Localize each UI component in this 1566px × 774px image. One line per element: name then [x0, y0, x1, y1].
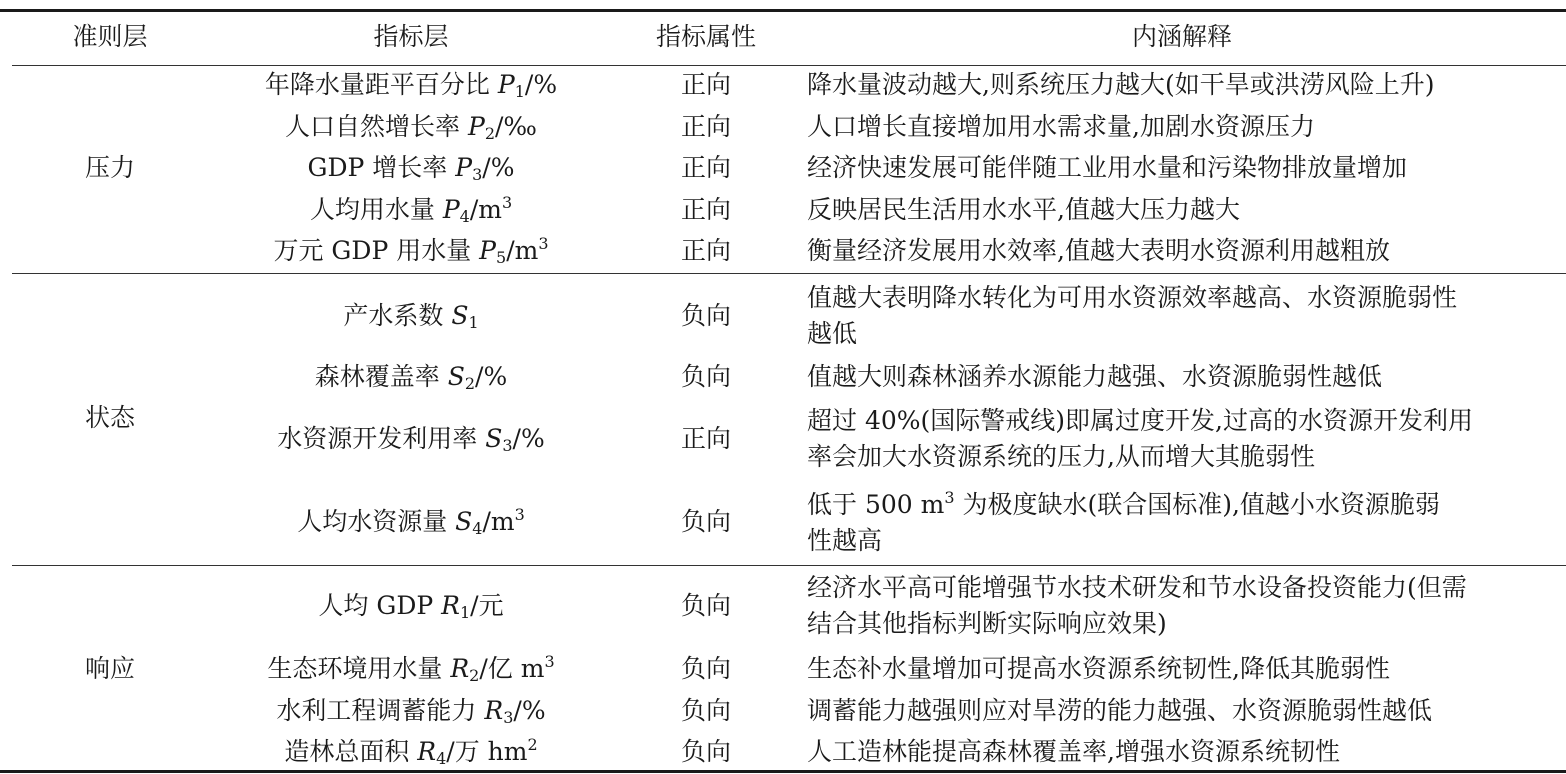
indicator-symbol: P: [455, 153, 473, 182]
indicator-symbol: R: [484, 696, 504, 725]
criteria-response: 响应: [84, 654, 136, 683]
explanation-r1-line1: 经济水平高可能增强节水技术研发和节水设备投资能力(但需: [807, 573, 1467, 602]
indicator-superscript: 3: [501, 193, 513, 212]
indicator-label: 生态环境用水量: [267, 654, 443, 683]
header-rule: [12, 65, 1566, 66]
explanation-r1-line2: 结合其他指标判断实际响应效果): [807, 609, 1167, 638]
header-criteria: 准则层: [72, 22, 148, 51]
explanation-p1: 降水量波动越大,则系统压力越大(如干旱或洪涝风险上升): [807, 70, 1435, 99]
attribute-r1: 负向: [680, 591, 732, 620]
indicator-unit: /%: [475, 362, 508, 391]
indicator-symbol: S: [455, 507, 473, 536]
explanation-p2: 人口增长直接增加用水需求量,加剧水资源压力: [807, 112, 1315, 141]
explanation-r2: 生态补水量增加可提高水资源系统韧性,降低其脆弱性: [807, 654, 1390, 683]
indicator-symbol: R: [450, 654, 470, 683]
indicator-label: 造林总面积: [284, 737, 410, 766]
explanation-s1-line2: 越低: [807, 319, 858, 348]
indicator-unit: /万 hm: [446, 737, 528, 766]
indicator-symbol: S: [485, 424, 503, 453]
indicator-unit: /%: [512, 424, 545, 453]
indicator-symbol: R: [417, 737, 437, 766]
indicator-s3: [277, 421, 544, 457]
indicator-subscript: 2: [469, 666, 480, 685]
indicator-symbol: P: [467, 112, 485, 141]
indicator-subscript: 2: [484, 124, 496, 143]
header-explanation: 内涵解释: [1131, 22, 1233, 51]
criteria-state: 状态: [84, 403, 136, 432]
indicator-subscript: 4: [472, 519, 483, 538]
group-rule: [12, 273, 1566, 274]
indicator-unit: /%: [513, 696, 546, 725]
explanation-r3: 调蓄能力越强则应对旱涝的能力越强、水资源脆弱性越低: [807, 696, 1433, 725]
indicator-symbol: P: [442, 195, 460, 224]
indicator-symbol: S: [447, 362, 465, 391]
explanation-p4: 反映居民生活用水水平,值越大压力越大: [807, 195, 1240, 224]
indicator-superscript: 2: [527, 735, 538, 754]
indicator-p3: [308, 150, 515, 186]
indicator-p4: [310, 192, 512, 228]
attribute-s4: 负向: [680, 507, 732, 536]
indicator-r4: [284, 734, 537, 770]
attribute-s3: 正向: [680, 424, 732, 453]
table-top-rule: [0, 9, 1566, 12]
indicator-label: 森林覆盖率: [314, 362, 440, 391]
indicator-label: GDP 增长率: [307, 153, 448, 182]
indicator-symbol: S: [451, 301, 469, 330]
attribute-p2: 正向: [680, 112, 732, 141]
indicator-subscript: 4: [436, 749, 447, 768]
indicator-label: 产水系数: [343, 301, 444, 330]
indicator-label: 万元 GDP 用水量: [273, 236, 472, 265]
attribute-s2: 负向: [680, 362, 732, 391]
indicator-subscript: 3: [503, 708, 514, 727]
indicator-unit: /m: [482, 507, 515, 536]
indicator-r1: [318, 588, 503, 624]
attribute-r2: 负向: [680, 654, 732, 683]
explanation-s1-line1: 值越大表明降水转化为可用水资源效率越高、水资源脆弱性: [807, 283, 1458, 312]
criteria-pressure: 压力: [84, 153, 136, 182]
indicator-subscript: 2: [464, 374, 476, 393]
explanation-text: 为极度缺水(联合国标准),值越小水资源脆弱: [954, 490, 1440, 519]
explanation-p5: 衡量经济发展用水效率,值越大表明水资源利用越粗放: [807, 236, 1390, 265]
explanation-s4-line2: 性越高: [807, 526, 883, 555]
indicator-subscript: 1: [468, 313, 479, 332]
indicator-superscript: 3: [538, 234, 549, 253]
attribute-p5: 正向: [680, 236, 732, 265]
indicator-r3: [276, 693, 545, 729]
indicator-superscript: 3: [514, 505, 525, 524]
attribute-r3: 负向: [680, 696, 732, 725]
explanation-r4: 人工造林能提高森林覆盖率,增强水资源系统韧性: [807, 737, 1340, 766]
explanation-s4-line1: [807, 487, 1559, 523]
indicator-subscript: 1: [459, 603, 471, 622]
indicator-label: 人均 GDP: [318, 591, 434, 620]
explanation-s2: 值越大则森林涵养水源能力越强、水资源脆弱性越低: [807, 362, 1383, 391]
attribute-p4: 正向: [680, 195, 732, 224]
explanation-s3-line1: 超过 40%(国际警戒线)即属过度开发,过高的水资源开发利用: [807, 406, 1473, 435]
indicator-unit: /m: [469, 195, 502, 224]
indicator-superscript: 3: [544, 652, 555, 671]
indicator-unit: /亿 m: [479, 654, 545, 683]
indicator-unit: /元: [470, 591, 504, 620]
indicator-subscript: 1: [514, 82, 525, 101]
indicator-s1: [343, 298, 478, 334]
indicator-unit: /%: [524, 70, 558, 99]
indicator-label: 年降水量距平百分比: [264, 70, 490, 99]
indicator-label: 水利工程调蓄能力: [276, 696, 477, 725]
indicator-p5: [273, 233, 548, 269]
indicator-p2: [285, 109, 537, 145]
indicator-symbol: P: [497, 70, 515, 99]
indicator-p1: [265, 67, 557, 103]
attribute-r4: 负向: [680, 737, 732, 766]
indicator-symbol: R: [441, 591, 460, 620]
attribute-p3: 正向: [680, 153, 732, 182]
indicator-label: 人口自然增长率: [285, 112, 461, 141]
explanation-s3-line2: 率会加大水资源系统的压力,从而增大其脆弱性: [807, 442, 1315, 471]
indicator-subscript: 5: [496, 248, 507, 267]
indicator-subscript: 4: [459, 207, 470, 226]
indicator-label: 水资源开发利用率: [277, 424, 478, 453]
indicator-label: 人均水资源量: [297, 507, 448, 536]
indicator-unit: /%: [482, 153, 515, 182]
explanation-p3: 经济快速发展可能伴随工业用水量和污染物排放量增加: [807, 153, 1408, 182]
explanation-text: 低于 500 m: [807, 490, 945, 519]
indicator-s4: [297, 504, 525, 540]
explanation-superscript: 3: [944, 488, 955, 507]
group-rule: [12, 565, 1566, 566]
indicator-r2: [267, 651, 554, 687]
attribute-s1: 负向: [680, 301, 732, 330]
indicator-unit: /‰: [495, 112, 537, 141]
indicator-symbol: P: [479, 236, 496, 265]
table-bottom-rule: [0, 770, 1566, 773]
header-attribute: 指标属性: [655, 22, 757, 51]
indicator-s2: [315, 359, 507, 395]
indicator-subscript: 3: [472, 165, 483, 184]
indicator-label: 人均用水量: [309, 195, 435, 224]
indicator-unit: /m: [506, 236, 539, 265]
attribute-p1: 正向: [680, 70, 732, 99]
header-indicator: 指标层: [373, 22, 449, 51]
indicator-subscript: 3: [502, 436, 513, 455]
